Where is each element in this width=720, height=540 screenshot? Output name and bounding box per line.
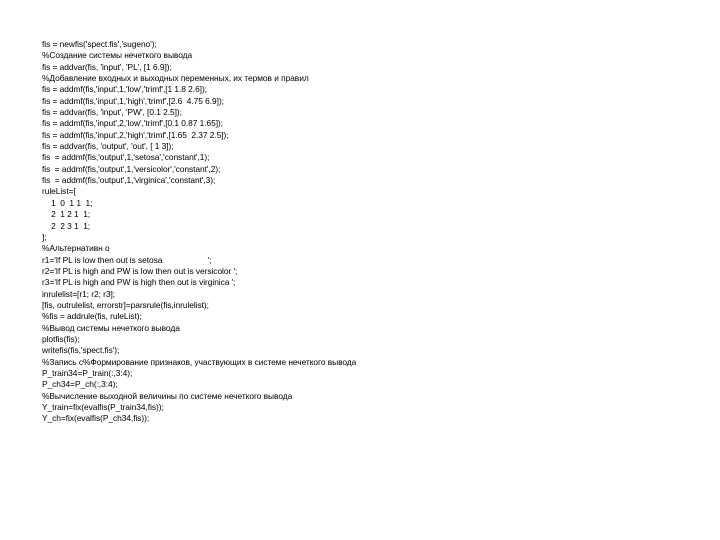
code-line: fis = addmf(fis,'input',1,'low','trimf',[1 1.8 2.6]); — [42, 84, 207, 95]
code-line: fis = addmf(fis,'input',1,'high','trimf',[2.6 4.75 6.9]); — [42, 95, 224, 106]
code-line: Y_ch=fix(evalfis(P_ch34,fis)); — [42, 413, 150, 424]
code-line: fis = addvar(fis, 'output', 'out', [ 1 3]); — [42, 141, 174, 152]
code-line: 2 2 3 1 1; — [42, 220, 91, 231]
code-line: r3='If PL is high and PW is high then out is virginica '; — [42, 277, 236, 288]
code-line: fis = newfis('spect.fis','sugeno'); — [42, 39, 157, 49]
code-line: fis = addmf(fis,'output',1,'virginica','constant',3); — [42, 175, 216, 186]
code-line: [fis, outrulelist, errorstr]=parsrule(fis,inrulelist); — [42, 299, 209, 310]
code-line: ]; — [42, 231, 47, 242]
code-comment-line: %Добавление входных и выходных переменных, их термов и правил — [42, 73, 309, 84]
code-line: plotfis(fis); — [42, 333, 80, 344]
code-line: Y_train=fix(evalfis(P_train34,fis)); — [42, 402, 164, 412]
code-line: r1='If PL is low then out is setosa '; — [42, 254, 212, 265]
code-line: r2='If PL is high and PW is low then out is versicolor '; — [42, 265, 238, 276]
code-comment-line: %fis = addrule(fis, ruleList); — [42, 311, 142, 322]
matlab-code-listing — [42, 39, 692, 425]
code-line: 1 0 1 1 1; — [42, 197, 93, 208]
code-line: fis = addvar(fis, 'input', 'PL', [1 6.9]); — [42, 61, 172, 72]
code-line: P_train34=P_train(:,3:4); — [42, 367, 133, 378]
code-comment-line: %Запись с%Формирование признаков, участвующих в системе нечеткого вывода — [42, 356, 357, 367]
code-line: 2 1 2 1 1; — [42, 209, 91, 220]
code-line: fis = addmf(fis,'input',2,'low','trimf',[0.1 0.87 1.65]); — [42, 118, 224, 129]
code-line: fis = addmf(fis,'output',1,'versicolor','constant',2); — [42, 163, 221, 174]
code-line: inrulelist=[r1; r2; r3]; — [42, 288, 116, 299]
code-line: P_ch34=P_ch(:,3:4); — [42, 379, 118, 390]
code-comment-line: %Альтернативн о — [42, 243, 110, 254]
code-line: fis = addmf(fis,'output',1,'setosa','constant',1); — [42, 152, 210, 163]
code-line: writefis(fis,'spect.fis'); — [42, 345, 120, 356]
code-line: ruleList=[ — [42, 186, 76, 197]
code-comment-line: %Вычисление выходной величины по системе нечеткого вывода — [42, 390, 293, 401]
code-line: fis = addvar(fis, 'input', 'PW', [0.1 2.5]); — [42, 107, 182, 118]
code-comment-line: %Вывод системы нечеткого вывода — [42, 322, 180, 333]
code-line: fis = addmf(fis,'input',2,'high','trimf',[1.65 2.37 2.5]); — [42, 129, 229, 140]
code-comment-line: %Создание системы нечеткого вывода — [42, 50, 193, 61]
